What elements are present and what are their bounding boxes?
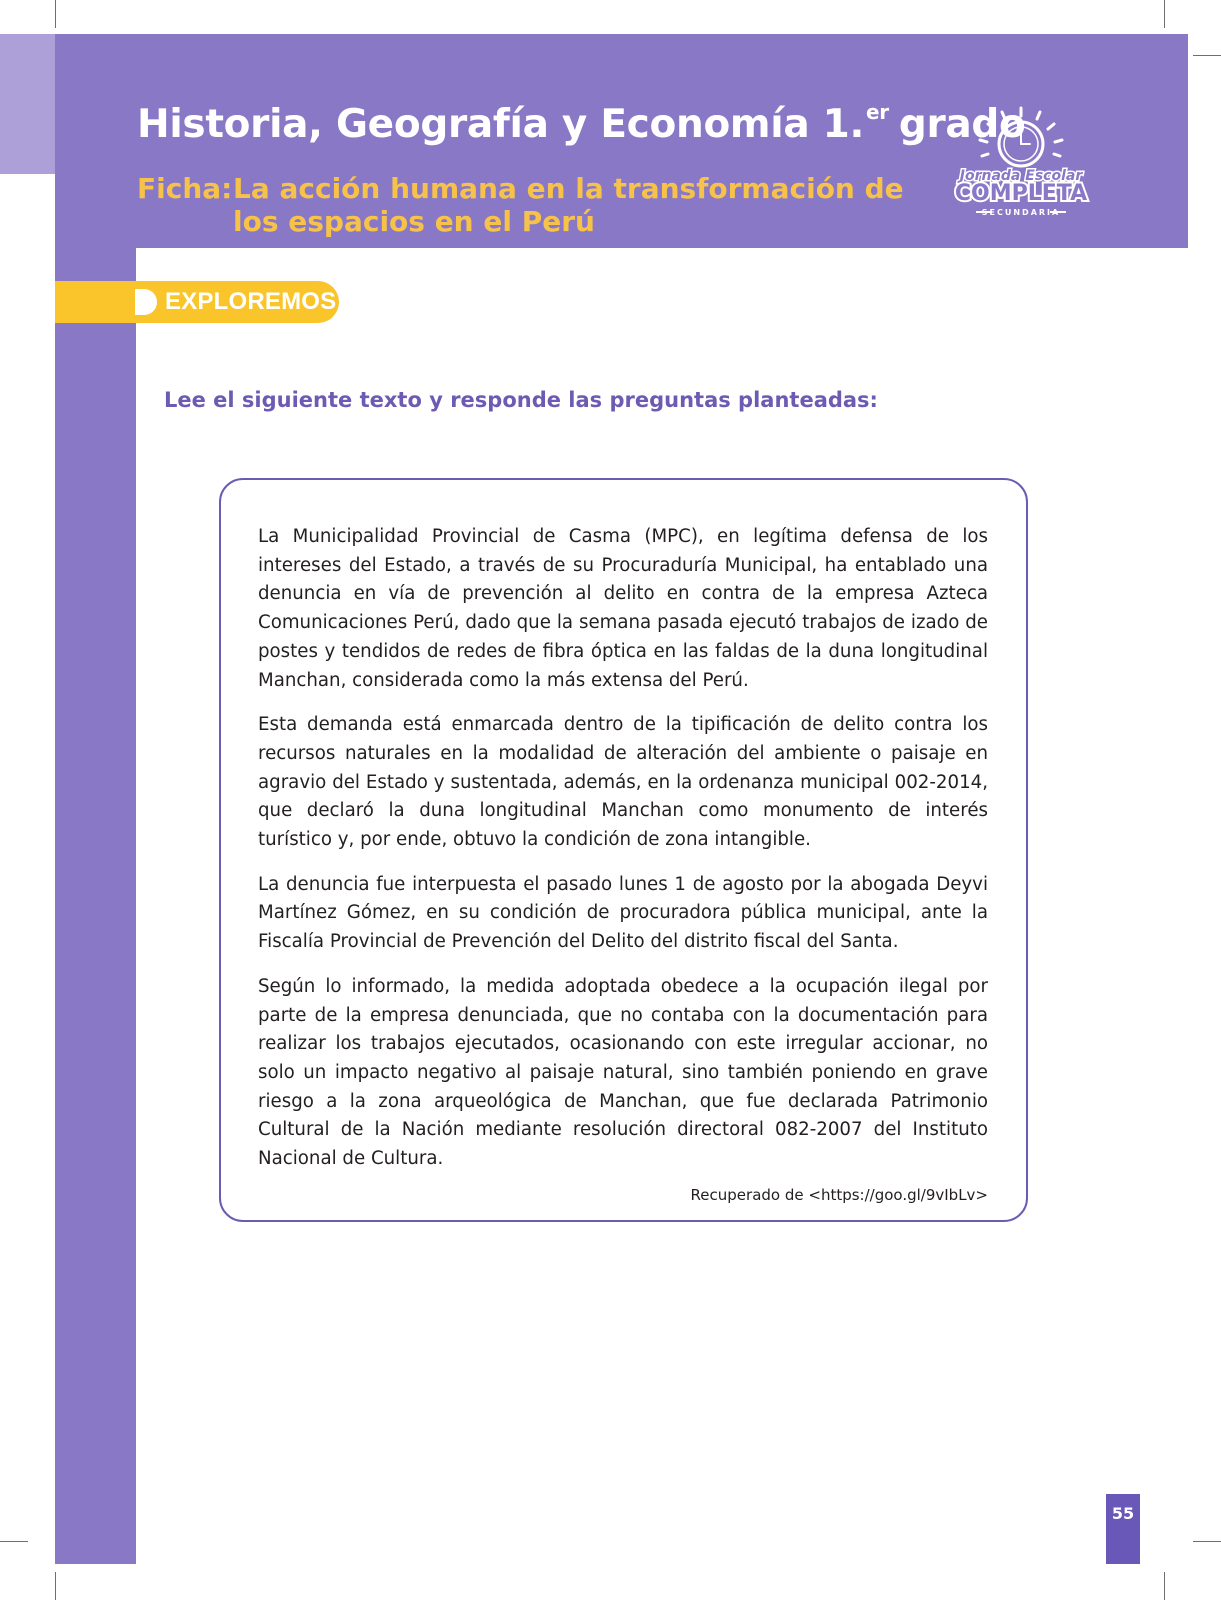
instruction-heading: Lee el siguiente texto y responde las preguntas planteadas: [164,388,878,412]
page-number: 55 [1106,1494,1140,1564]
crop-mark [1193,55,1221,56]
crop-mark [55,1572,56,1600]
section-badge-label: EXPLOREMOS [165,288,337,315]
ficha-subtitle [137,172,904,238]
reading-paragraph-3: La denuncia fue interpuesta el pasado lunes 1 de agosto por la abogada Deyvi Martínez Gómez, en su condición de procuradora pública municipal, ante la Fiscalía Provincial de Prevención del Delito del distrito fiscal del Santa. [258,873,988,953]
reading-paragraph-4: Según lo informado, la medida adoptada obedece a la ocupación ilegal por parte de la empresa denunciada, que no contaba con la documentación para realizar los trabajos ejecutados, ocasionando con este irregular accionar, no solo un impacto negativo al paisaje natural, sino también poniendo en grave riesgo a la zona arqueológica de Manchan, que fue declarada Patrimonio Cultural de la Nación mediante resolución directoral 082-2007 del Instituto Nacional de Cultura. [258,975,988,1170]
crop-mark [0,1541,28,1542]
crop-mark [1164,0,1165,28]
reading-paragraph-1: La Municipalidad Provincial de Casma (MPC), en legítima defensa de los intereses del Estado, a través de su Procuraduría Municipal, ha entablado una denuncia en vía de prevención al delito en contra de la empresa Azteca Comunicaciones Perú, dado que la semana pasada ejecutó trabajos de izado de postes y tendidos de redes de fibra óptica en las faldas de la duna longitudinal Manchan, considerada como la más extensa del Perú. [258,526,988,691]
reading-text [258,523,988,1206]
ficha-label: Ficha: [137,172,233,205]
ficha-line-2: los espacios en el Perú [233,205,595,238]
svg-text:Jornada Escolar: Jornada Escolar [959,168,1083,184]
reading-paragraph-2: Esta demanda está enmarcada dentro de la tipificación de delito contra los recursos naturales en la modalidad de alteración del ambiente o paisaje en agravio del Estado y sustentada, además, en la ordenanza municipal 002-2014, que declaró la duna longitudinal Manchan como monumento de interés turístico y, por ende, obtuvo la condición de zona intangible. [258,714,988,851]
left-sidebar-band [55,34,136,1564]
crop-mark [55,0,56,28]
section-badge [55,281,339,323]
page-title [137,100,1026,147]
title-superscript: er [866,100,889,124]
ficha-line-1: La acción humana en la transformación de [233,172,904,205]
svg-text:SECUNDARIA: SECUNDARIA [981,208,1061,217]
crop-mark [1193,1541,1221,1542]
jornada-escolar-completa-logo [940,104,1102,220]
title-tail: grado [898,102,1026,147]
source-citation: Recuperado de <https://goo.gl/9vIbLv> [690,1185,988,1204]
svg-text:COMPLETA: COMPLETA [954,181,1088,206]
left-edge-tab [0,34,55,174]
crop-mark [1164,1572,1165,1600]
badge-half-circle [135,289,157,315]
title-main: Historia, Geografía y Economía 1. [137,102,864,147]
